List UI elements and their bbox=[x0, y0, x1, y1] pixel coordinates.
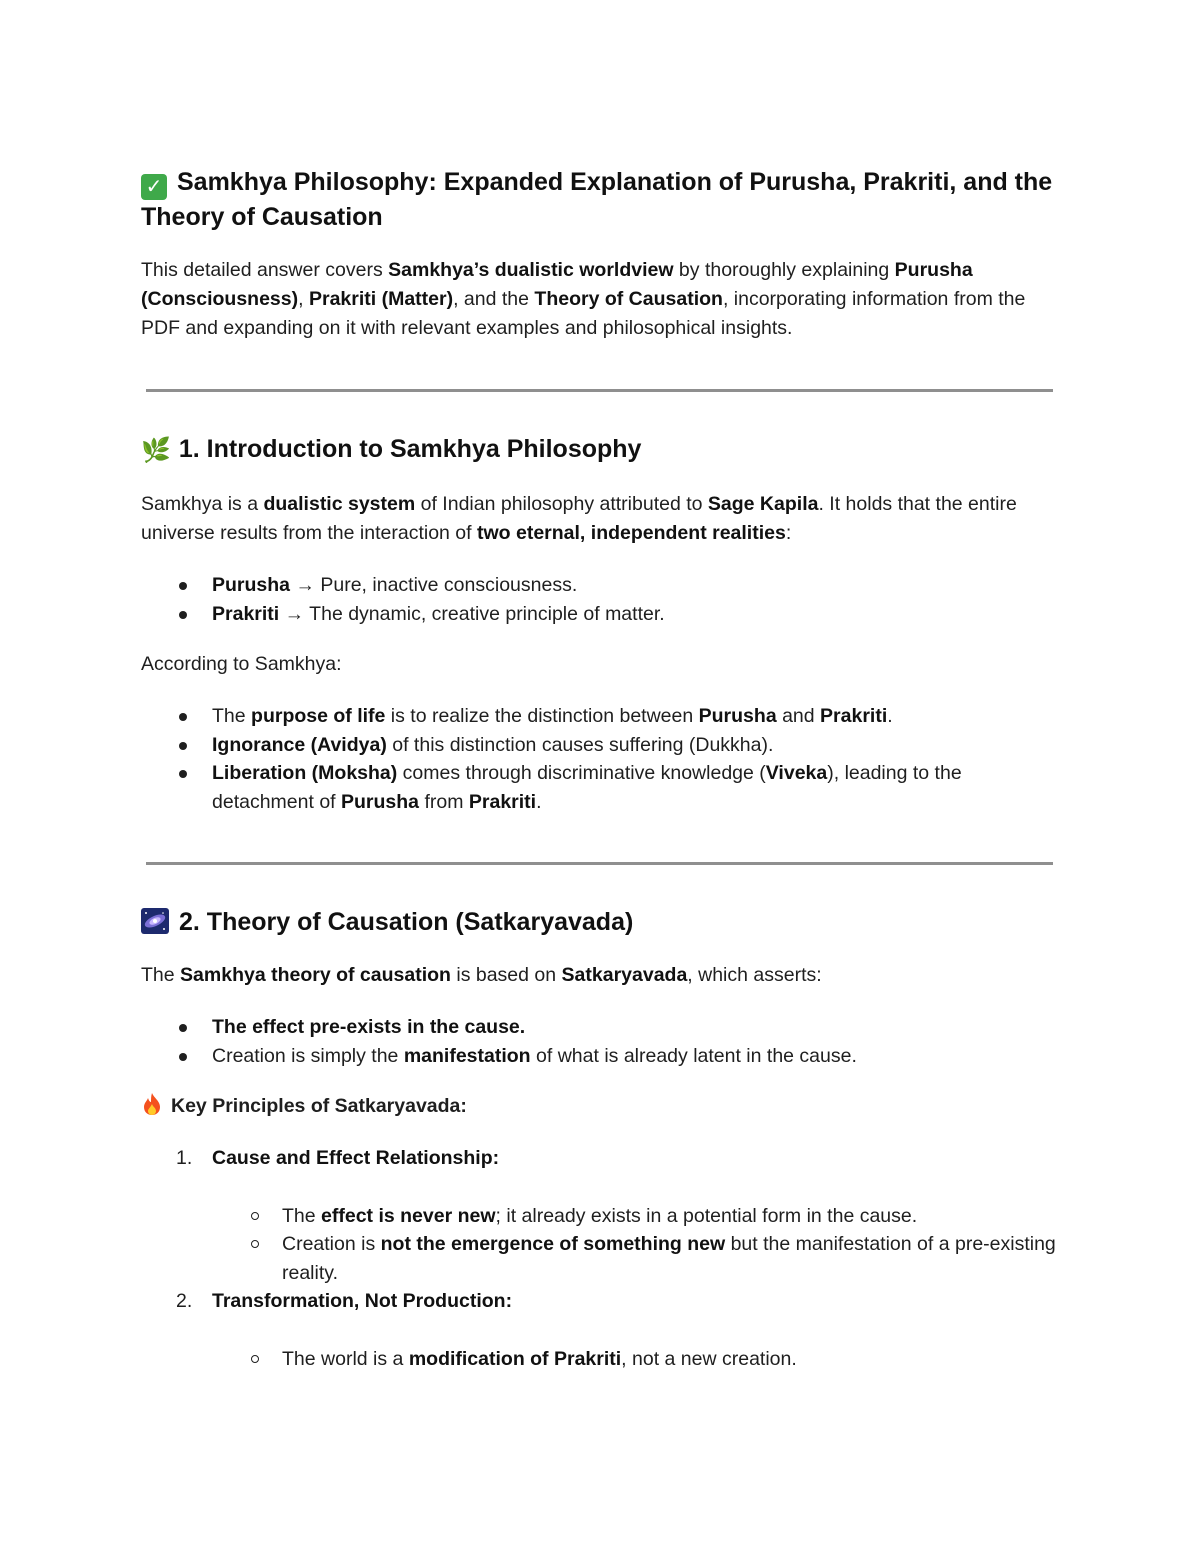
document-content bbox=[141, 165, 1061, 1373]
leaf-icon: 🌿 bbox=[141, 437, 171, 464]
list-item: Ignorance (Avidya) of this distinction causes suffering (Dukkha). bbox=[212, 731, 1061, 760]
according-label: According to Samkhya: bbox=[141, 653, 342, 675]
list-item: The purpose of life is to realize the distinction between Purusha and Prakriti. bbox=[212, 702, 1061, 731]
list-item: Creation is simply the manifestation of what is already latent in the cause. bbox=[212, 1042, 1061, 1071]
fire-icon bbox=[141, 1092, 163, 1116]
realities-list bbox=[141, 571, 1061, 628]
list-item: The effect pre-exists in the cause. bbox=[212, 1013, 1061, 1042]
satkaryavada-assertions-list bbox=[141, 1013, 1061, 1070]
samkhya-points-list bbox=[141, 702, 1061, 816]
section-divider bbox=[146, 389, 1053, 392]
list-item: Liberation (Moksha) comes through discriminative knowledge (Viveka), leading to the detachment of Purusha from Prakriti. bbox=[212, 759, 1061, 816]
key-principles-heading: Key Principles of Satkaryavada: bbox=[141, 1092, 1061, 1121]
check-mark-icon: ✓ bbox=[141, 174, 167, 200]
list-item: Prakriti → The dynamic, creative principle of matter. bbox=[212, 600, 1061, 629]
list-item: The effect is never new; it already exists in a potential form in the cause. bbox=[282, 1202, 1061, 1231]
list-item: 1. Cause and Effect Relationship: The effect is never new; it already exists in a potential form in the cause. Creation is not the emergence of something new but the manifestation of a pre-existing reality. bbox=[212, 1144, 1061, 1287]
galaxy-icon bbox=[141, 908, 169, 934]
page-title: ✓ Samkhya Philosophy: Expanded Explanation of Purusha, Prakriti, and the Theory of Causation bbox=[141, 168, 1053, 231]
sub-list bbox=[212, 1202, 1061, 1288]
section-1-paragraph: Samkhya is a dualistic system of Indian philosophy attributed to Sage Kapila. It holds that the entire universe results from the interaction of two eternal, independent realities: bbox=[141, 493, 1017, 544]
list-item: Creation is not the emergence of something new but the manifestation of a pre-existing reality. bbox=[282, 1230, 1061, 1287]
section-2-paragraph: The Samkhya theory of causation is based on Satkaryavada, which asserts: bbox=[141, 964, 822, 986]
section-1-heading: 🌿 1. Introduction to Samkhya Philosophy bbox=[141, 432, 1061, 468]
sub-list bbox=[212, 1345, 1061, 1374]
section-divider bbox=[146, 862, 1053, 865]
list-item: The world is a modification of Prakriti, not a new creation. bbox=[282, 1345, 1061, 1374]
list-item: 2. Transformation, Not Production: The world is a modification of Prakriti, not a new creation. bbox=[212, 1287, 1061, 1373]
key-principles-list bbox=[141, 1144, 1061, 1373]
section-2-heading: 2. Theory of Causation (Satkaryavada) bbox=[141, 905, 1061, 939]
list-item: Purusha → Pure, inactive consciousness. bbox=[212, 571, 1061, 600]
intro-paragraph: This detailed answer covers Samkhya’s dualistic worldview by thoroughly explaining Purusha (Consciousness), Prakriti (Matter), and the Theory of Causation, incorporating information from the PDF and expanding on it with relevant examples and philosophical insights. bbox=[141, 259, 1026, 339]
